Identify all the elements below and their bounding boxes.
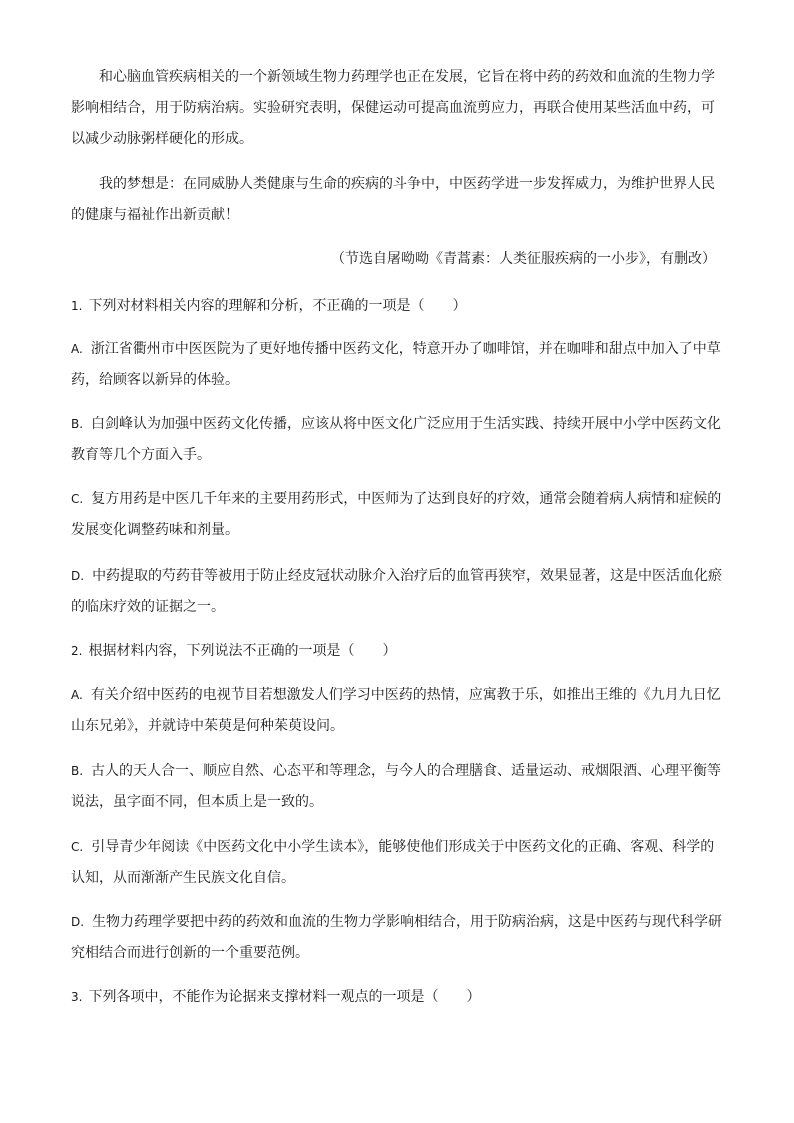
question-2-option-a[interactable] <box>71 680 723 742</box>
question-number: 3. <box>71 990 83 1004</box>
question-2-option-d[interactable] <box>71 907 723 969</box>
option-text: 有关介绍中医药的电视节目若想激发人们学习中医药的热情，应寓教于乐，如推出王维的《九月九日忆山东兄弟》，并就诗中茱萸是何种茱萸设问。 <box>71 687 721 734</box>
passage-paragraph <box>71 62 723 155</box>
question-2-option-c[interactable] <box>71 832 723 894</box>
question-text: 根据材料内容，下列说法不正确的一项是（ ） <box>88 643 397 659</box>
question-3-stem <box>71 982 723 1013</box>
option-letter: D. <box>71 915 85 929</box>
question-1-option-c[interactable] <box>71 484 723 546</box>
question-text: 下列对材料相关内容的理解和分析，不正确的一项是（ ） <box>88 298 467 314</box>
option-text: 引导青少年阅读《中医药文化中小学生读本》，能够使他们形成关于中医药文化的正确、客观、科学的认知，从而渐渐产生民族文化自信。 <box>71 839 715 886</box>
option-letter: A. <box>71 342 83 356</box>
option-text: 复方用药是中医几千年来的主要用药形式，中医师为了达到良好的疗效，通常会随着病人病情和症候的发展变化调整药味和剂量。 <box>71 491 722 538</box>
option-letter: B. <box>71 764 84 778</box>
question-number: 1. <box>71 299 83 313</box>
question-1-stem <box>71 291 723 322</box>
passage-paragraph-text: 我的梦想是：在同威胁人类健康与生命的疾病的斗争中，中医药学进一步发挥威力，为维护世界人民的健康与福祉作出新贡献！ <box>71 176 715 223</box>
question-number: 2. <box>71 644 83 658</box>
passage-paragraph <box>71 169 723 231</box>
passage-paragraph-text: 和心脑血管疾病相关的一个新领域生物力药理学也正在发展，它旨在将中药的药效和血流的生物力学影响相结合，用于防病治病。实验研究表明，保健运动可提高血流剪应力，再联合使用某些活血中药，可以减少动脉粥样硬化的形成。 <box>71 69 715 147</box>
option-text: 中药提取的芍药苷等被用于防止经皮冠状动脉介入治疗后的血管再狭窄，效果显著，这是中医活血化瘀的临床疗效的证据之一。 <box>71 568 723 615</box>
option-text: 生物力药理学要把中药的药效和血流的生物力学影响相结合，用于防病治病，这是中医药与现代科学研究相结合而进行创新的一个重要范例。 <box>71 914 723 961</box>
option-letter: C. <box>71 840 84 854</box>
question-1-option-b[interactable] <box>71 409 723 471</box>
option-text: 浙江省衢州市中医医院为了更好地传播中医药文化，特意开办了咖啡馆，并在咖啡和甜点中加入了中草药，给顾客以新异的体验。 <box>71 341 721 388</box>
option-letter: C. <box>71 492 84 506</box>
option-letter: D. <box>71 569 85 583</box>
question-text: 下列各项中，不能作为论据来支撑材料一观点的一项是（ ） <box>88 989 481 1005</box>
option-letter: B. <box>71 417 84 431</box>
option-text: 古人的天人合一、顺应自然、心态平和等理念，与今人的合理膳食、适量运动、戒烟限酒、心理平衡等说法，虽字面不同，但本质上是一致的。 <box>71 763 722 810</box>
option-text: 白剑峰认为加强中医药文化传播，应该从将中医文化广泛应用于生活实践、持续开展中小学中医药文化教育等几个方面入手。 <box>71 416 722 463</box>
question-2-option-b[interactable] <box>71 756 723 818</box>
source-citation: （节选自屠呦呦《青蒿素：人类征服疾病的一小步》，有删改） <box>331 251 716 267</box>
question-2-stem <box>71 636 723 667</box>
question-1-option-d[interactable] <box>71 561 723 623</box>
question-1-option-a[interactable] <box>71 334 723 396</box>
option-letter: A. <box>71 688 83 702</box>
